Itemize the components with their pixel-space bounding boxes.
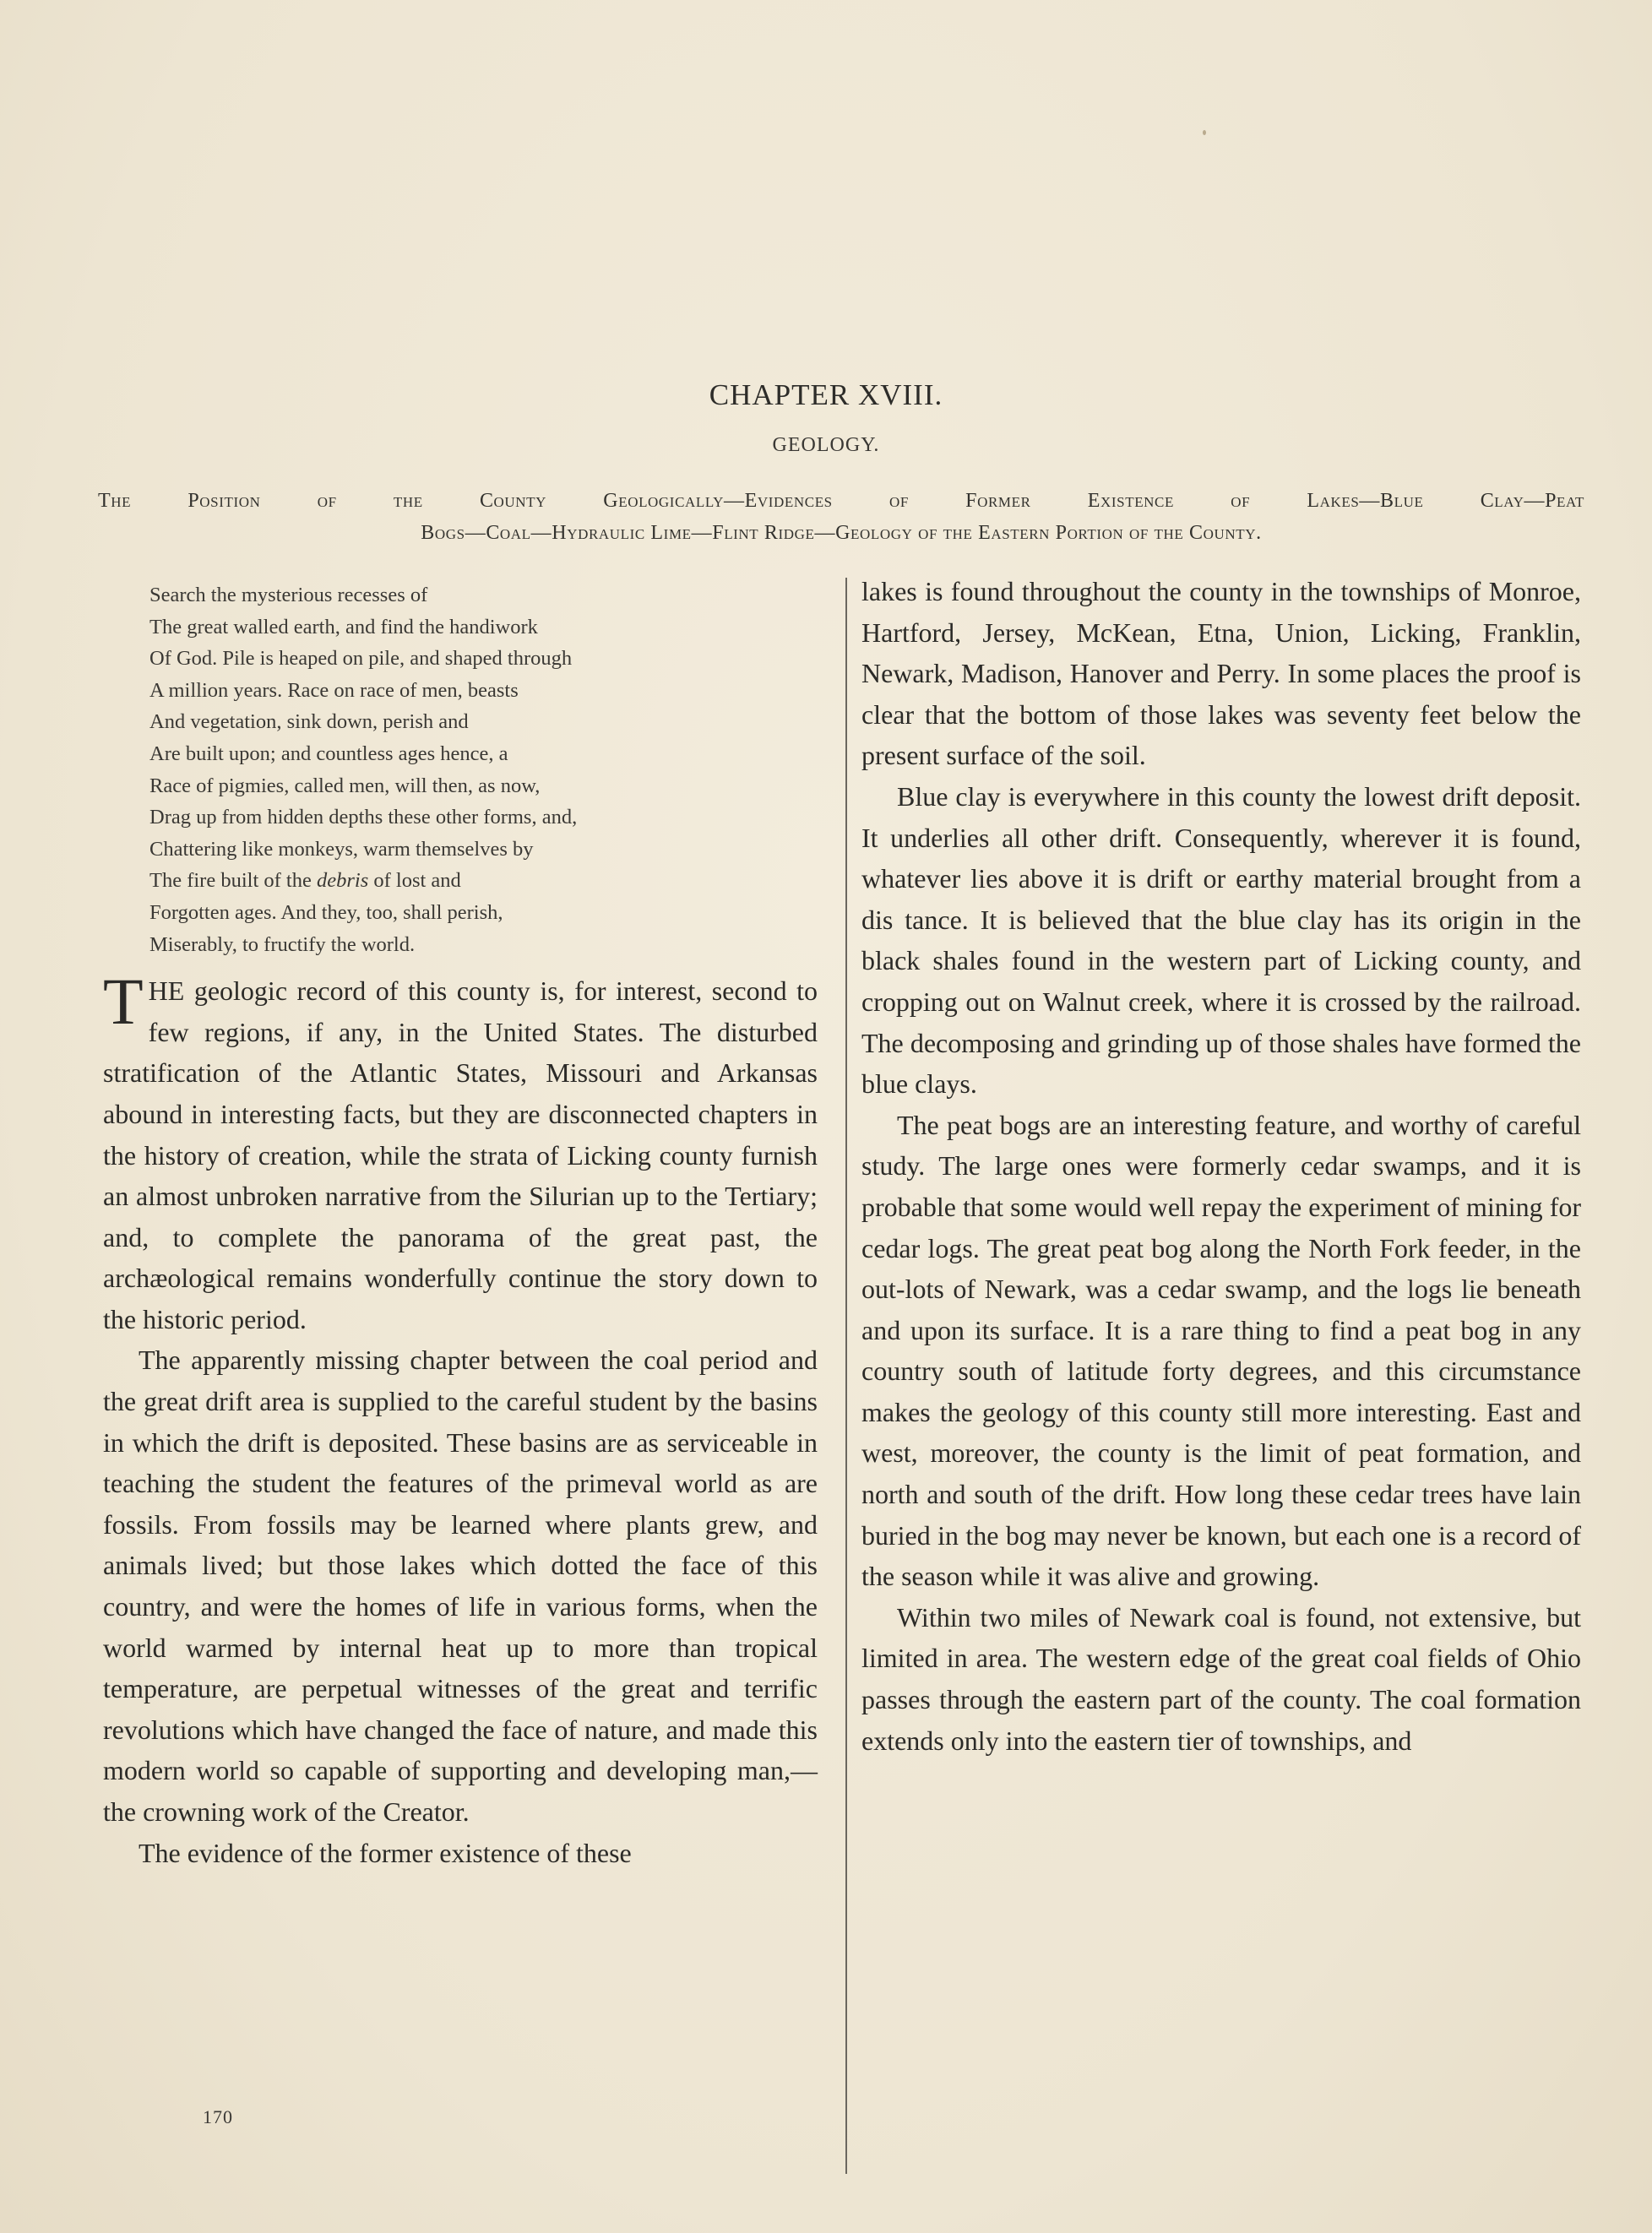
body-paragraph: lakes is found throughout the county in the townships of Monroe, Hartford, Jersey, McKean, Etna, Union, Licking, Franklin, Newark, Madison, Hanover and Perry. In some places the proof is clear that the bottom of those lakes was seventy feet below the present surface of the soil.: [861, 576, 1581, 771]
body-paragraph: The peat bogs are an interesting feature, and worthy of careful study. The large ones were formerly cedar swamps, and it is probable that some would well repay the experiment of mining for cedar logs. The great peat bog along the North Fork feeder, in the out-lots of Newark, was a cedar swamp, and the logs lie beneath and upon its surface. It is a rare thing to find a peat bog in any country south of latitude forty degrees, and this circumstance makes the geology of this county still more interesting. East and west, moreover, the county is the limit of peat formation, and north and south of the drift. How long these cedar trees have lain buried in the bog may never be known, but each one is a record of the season while it was alive and growing.: [861, 1109, 1581, 1592]
poem-line: Forgotten ages. And they, too, shall perish,: [149, 900, 503, 924]
paper-blemish: [1203, 130, 1206, 135]
poem-text: of lost and: [368, 869, 461, 893]
right-column: [861, 571, 1581, 1761]
left-column: [103, 579, 818, 1873]
body-paragraph: The apparently missing chapter between the coal period and the great drift area is supplied to the careful student by the basins in which the drift is deposited. These basins are as serviceable in teaching the student the features of the primeval world as are fossils. From fossils may be learned where plants grew, and animals lived; but those lakes which dotted the face of this country, and were the homes of life in various forms, when the world warmed by internal heat up to more than tropical temperature, are perpetual witnesses of the great and terrific revolutions which have changed the face of nature, and made this modern world so capable of supporting and developing man,—the crowning work of the Creator.: [103, 1345, 818, 1827]
poem-line: Drag up from hidden depths these other forms, and,: [149, 806, 578, 829]
chapter-synopsis: [98, 485, 1584, 549]
body-paragraph: Within two miles of Newark coal is found, not extensive, but limited in area. The western edge of the great coal fields of Ohio passes through the eastern part of the county. The coal formation extends only into the eastern tier of townships, and: [861, 1601, 1581, 1756]
epigraph-poem: [149, 579, 818, 960]
poem-text: The fire built of the: [149, 869, 317, 893]
chapter-title: CHAPTER XVIII.: [709, 378, 943, 411]
body-paragraph: THE geologic record of this county is, for interest, second to few regions, if any, in the United States. The disturbed stratification of the Atlantic States, Missouri and Arkansas abound in interesting facts, but they are disconnected chapters in the history of creation, while the strata of Licking county furnish an almost unbroken narrative from the Silurian up to the Tertiary; and, to complete the panorama of the great past, the archæological remains wonderfully continue the story down to the historic period.: [103, 964, 818, 1334]
synopsis-line-2: Bogs—Coal—Hydraulic Lime—Flint Ridge—Geology of the Eastern Portion of the County.: [421, 522, 1262, 544]
poem-line: Miserably, to fructify the world.: [149, 932, 416, 956]
chapter-subtitle: GEOLOGY.: [772, 434, 880, 456]
page-number: 170: [203, 2106, 233, 2127]
poem-line: Search the mysterious recesses of: [149, 584, 428, 606]
poem-line: The great walled earth, and find the handiwork: [149, 615, 538, 638]
poem-italic-word: debris: [316, 869, 369, 893]
poem-line: Race of pigmies, called men, will then, as now,: [149, 774, 541, 797]
body-paragraph: Blue clay is everywhere in this county the lowest drift deposit. It underlies all other drift. Consequently, wherever it is found, whatever lies above it is drift or earthy material brought from a dis tance. It is believed that the blue clay has its origin in the black shales found in the western part of Licking county, and cropping out on Walnut creek, where it is crossed by the railroad. The decomposing and grinding up of those shales have formed the blue clays.: [861, 780, 1581, 1100]
poem-line: Of God. Pile is heaped on pile, and shaped through: [149, 647, 573, 671]
poem-line: A million years. Race on race of men, beasts: [149, 678, 519, 702]
poem-line: Are built upon; and countless ages hence, a: [149, 742, 508, 765]
column-divider: [845, 578, 847, 2174]
poem-line: Chattering like monkeys, warm themselves by: [149, 837, 534, 861]
poem-line: And vegetation, sink down, perish and: [149, 710, 469, 734]
synopsis-line-1: The Position of the County Geologically—Evidences of Former Existence of Lakes—Blue Clay—Peat: [98, 490, 1584, 512]
body-paragraph: The evidence of the former existence of these: [139, 1837, 632, 1868]
poem-line: [149, 865, 818, 897]
